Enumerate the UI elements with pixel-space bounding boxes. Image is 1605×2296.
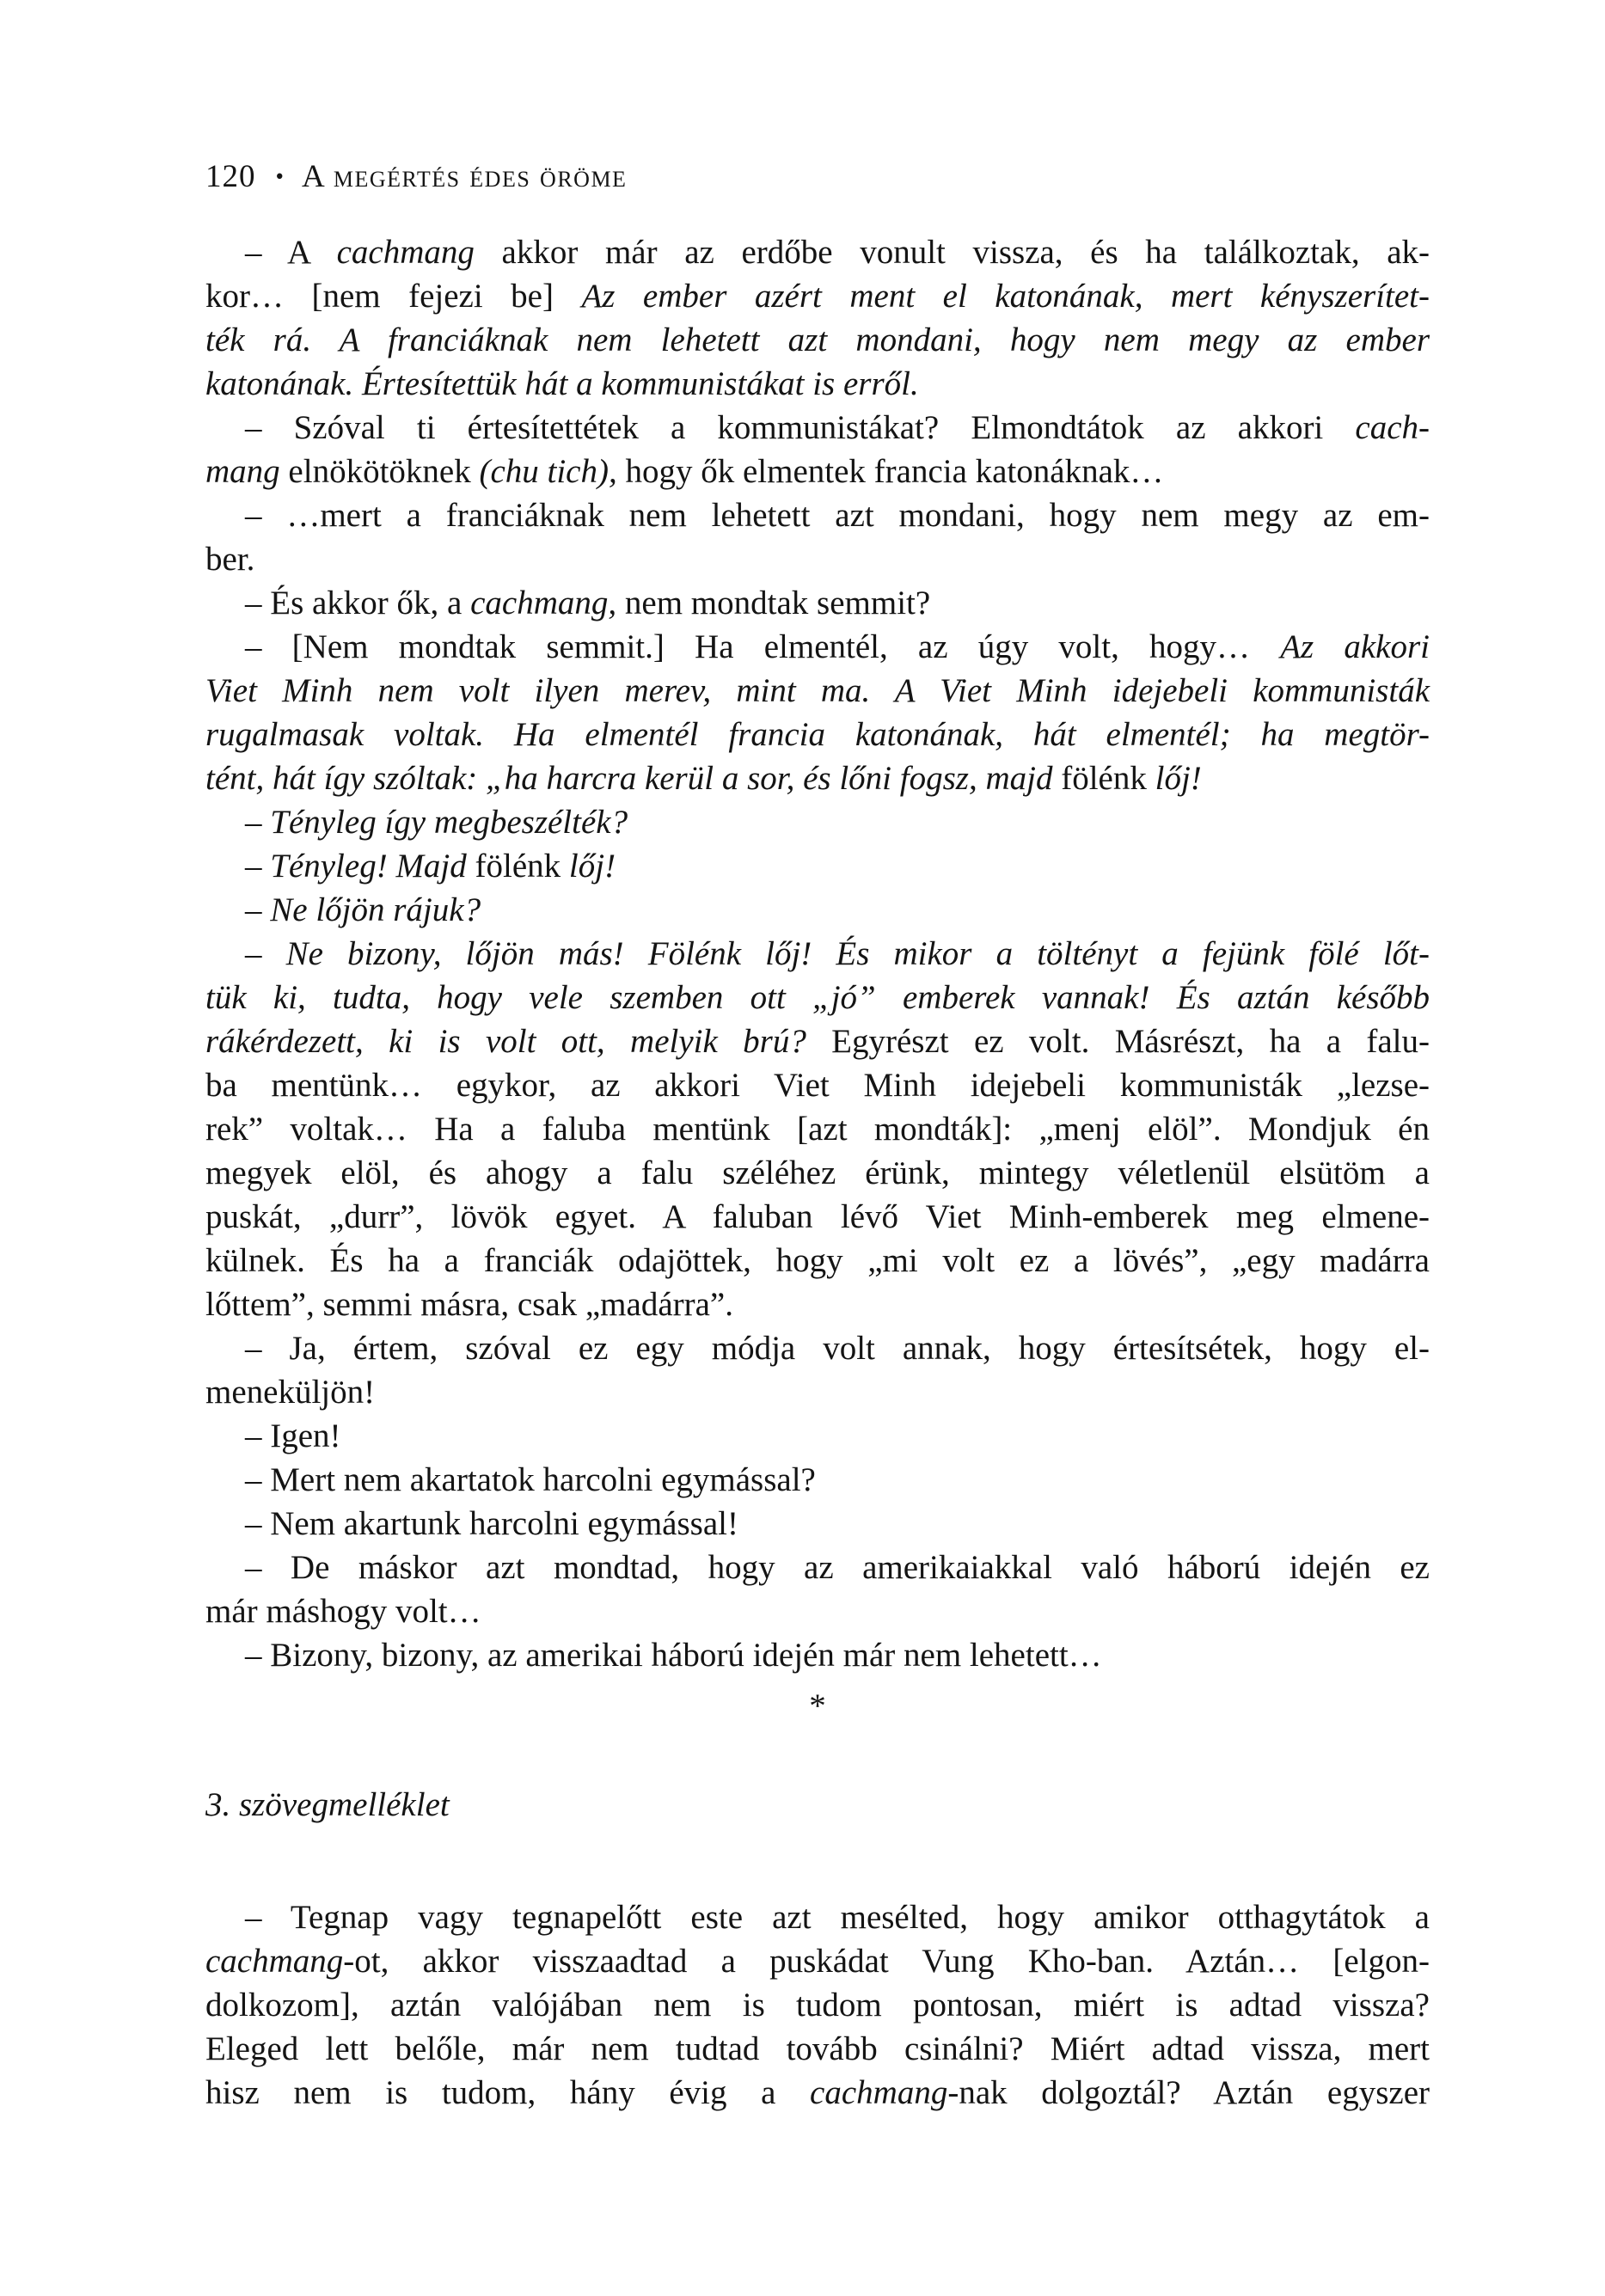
- text-line: [205, 713, 1430, 756]
- text-line: [205, 274, 1430, 318]
- text-run: cach-: [1355, 409, 1430, 446]
- text-run: ba mentünk… egykor, az akkori Viet Minh idejebeli kommunisták „lezse-: [205, 1067, 1430, 1104]
- text-run: – Tényleg! Majd: [245, 848, 475, 885]
- text-line: [205, 537, 1430, 581]
- dialogue-paragraph: [205, 1326, 1430, 1414]
- text-run: akkor már az erdőbe vonult vissza, és ha találkoztak, ak-: [474, 234, 1430, 271]
- text-run: kor… [nem fejezi be]: [205, 278, 582, 315]
- text-line: [205, 1151, 1430, 1195]
- text-line: [205, 844, 1430, 888]
- text-run: lőj!: [1155, 760, 1202, 797]
- text-run: – …mert a franciáknak nem lehetett azt mondani, hogy nem megy az em-: [245, 497, 1430, 534]
- text-run: – A: [245, 234, 337, 271]
- text-run: – Nem akartunk harcolni egymással!: [245, 1505, 738, 1542]
- text-run: cachmang: [205, 1943, 344, 1980]
- text-line: [205, 1939, 1430, 1983]
- dialogue-paragraph: [205, 800, 1430, 844]
- text-run: Viet Minh nem volt ilyen merev, mint ma. A Viet Minh idejebeli kommunisták: [205, 672, 1430, 709]
- text-line: [205, 1019, 1430, 1063]
- text-line: [205, 932, 1430, 976]
- dialogue-paragraph: [205, 1546, 1430, 1633]
- text-run: Az ember azért ment el katonának, mert kényszerítet-: [581, 278, 1430, 315]
- text-line: [205, 1589, 1430, 1633]
- text-run: meneküljön!: [205, 1374, 376, 1411]
- text-run: külnek. És ha a franciák odajöttek, hogy „mi volt ez a lövés”, „egy madárra: [205, 1242, 1430, 1279]
- text-run: megyek elöl, és ahogy a falu széléhez érünk, mintegy véletlenül elsütöm a: [205, 1154, 1430, 1191]
- text-run: cachmang,: [470, 585, 617, 621]
- text-line: [205, 1063, 1430, 1107]
- text-run: – És akkor ők, a: [245, 585, 471, 621]
- text-run: Egyrészt ez volt. Másrészt, ha a falu-: [831, 1023, 1430, 1060]
- text-line: [205, 669, 1430, 713]
- dialogue-paragraph: [205, 1414, 1430, 1458]
- text-line: [205, 1458, 1430, 1502]
- text-line: [205, 1239, 1430, 1283]
- text-line: [205, 450, 1430, 493]
- page-body: [205, 230, 1430, 2115]
- text-run: – Igen!: [245, 1417, 341, 1454]
- text-line: [205, 406, 1430, 450]
- text-run: katonának. Értesítettük hát a kommunistákat is erről.: [205, 365, 919, 402]
- text-run: – De máskor azt mondtad, hogy az amerikaiakkal való háború idején ez: [245, 1549, 1430, 1586]
- text-run: lőj!: [568, 848, 616, 885]
- text-line: [205, 2071, 1430, 2115]
- text-run: lőttem”, semmi másra, csak „madárra”.: [205, 1286, 733, 1323]
- text-line: [205, 1283, 1430, 1326]
- text-line: [205, 756, 1430, 800]
- text-run: fölénk: [1061, 760, 1155, 797]
- text-run: – Ne bizony, lőjön más! Fölénk lőj! És mikor a töltényt a fejünk fölé lőt-: [245, 935, 1430, 972]
- text-run: – [Nem mondtak semmit.] Ha elmentél, az úgy volt, hogy…: [245, 628, 1281, 665]
- text-line: [205, 318, 1430, 362]
- header-bullet-icon: •: [275, 163, 284, 189]
- text-line: [205, 625, 1430, 669]
- text-run: ber.: [205, 541, 255, 578]
- text-run: Eleged lett belőle, már nem tudtad tovább csinálni? Miért adtad vissza, mert: [205, 2030, 1430, 2067]
- text-run: fölénk: [475, 848, 569, 885]
- text-run: elnökötöknek: [279, 453, 480, 490]
- dialogue-paragraph: [205, 1458, 1430, 1502]
- text-run: (chu tich),: [479, 453, 617, 490]
- text-run: Az akkori: [1280, 628, 1430, 665]
- text-run: tük ki, tudta, hogy vele szemben ott „jó” emberek vannak! És aztán később: [205, 979, 1430, 1016]
- text-line: [205, 1895, 1430, 1939]
- dialogue-paragraph: [205, 493, 1430, 581]
- text-line: [205, 976, 1430, 1019]
- section-break-star: *: [809, 1687, 826, 1724]
- text-line: [205, 1502, 1430, 1546]
- dialogue-paragraph: [205, 888, 1430, 932]
- text-line: [205, 1983, 1430, 2027]
- dialogue-paragraph: [205, 1895, 1430, 2115]
- text-run: – Ne lőjön rájuk?: [245, 891, 481, 928]
- text-line: [205, 1326, 1430, 1370]
- dialogue-paragraph: [205, 625, 1430, 800]
- text-run: – Tényleg így megbeszélték?: [245, 804, 628, 841]
- text-run: hogy ők elmentek francia katonáknak…: [616, 453, 1164, 490]
- text-run: rákérdezett, ki is volt ott, melyik brú?: [205, 1023, 832, 1060]
- dialogue-paragraph: [205, 230, 1430, 406]
- text-run: – Ja, értem, szóval ez egy módja volt annak, hogy értesítsétek, hogy el-: [245, 1330, 1430, 1367]
- text-run: cachmang: [810, 2074, 948, 2111]
- text-run: rek” voltak… Ha a faluba mentünk [azt mondták]: „menj elöl”. Mondjuk én: [205, 1111, 1430, 1148]
- text-line: [205, 362, 1430, 406]
- text-run: – Szóval ti értesítettétek a kommunistákat? Elmondtátok az akkori: [245, 409, 1356, 446]
- text-line: [205, 581, 1430, 625]
- text-line: [205, 493, 1430, 537]
- text-run: -nak dolgoztál? Aztán egyszer: [947, 2074, 1430, 2111]
- text-run: tént, hát így szóltak: „ha harcra kerül a sor, és lőni fogsz, majd: [205, 760, 1062, 797]
- text-line: [205, 1633, 1430, 1677]
- page-number: 120: [205, 159, 256, 194]
- running-title: A megértés édes öröme: [301, 159, 628, 194]
- text-run: cachmang: [336, 234, 475, 271]
- text-line: [205, 888, 1430, 932]
- dialogue-paragraph: [205, 406, 1430, 493]
- text-run: nem mondtak semmit?: [616, 585, 931, 621]
- text-run: puskát, „durr”, lövök egyet. A faluban lévő Viet Minh-emberek meg elmene-: [205, 1198, 1430, 1235]
- text-line: [205, 1107, 1430, 1151]
- text-line: [205, 1370, 1430, 1414]
- dialogue-paragraph: [205, 1502, 1430, 1546]
- text-run: – Bizony, bizony, az amerikai háború idején már nem lehetett…: [245, 1637, 1102, 1674]
- text-run: ték rá. A franciáknak nem lehetett azt mondani, hogy nem megy az ember: [205, 321, 1430, 358]
- text-line: [205, 1546, 1430, 1589]
- text-run: hisz nem is tudom, hány évig a: [205, 2074, 811, 2111]
- text-line: [205, 1195, 1430, 1239]
- dialogue-paragraph: [205, 1633, 1430, 1677]
- text-run: mang: [205, 453, 280, 490]
- text-line: [205, 1414, 1430, 1458]
- text-run: – Mert nem akartatok harcolni egymással?: [245, 1461, 816, 1498]
- dialogue-paragraph: [205, 844, 1430, 888]
- section-heading: 3. szövegmelléklet: [205, 1786, 450, 1823]
- text-line: [205, 800, 1430, 844]
- text-line: [205, 2027, 1430, 2071]
- text-run: -ot, akkor visszaadtad a puskádat Vung Kho-ban. Aztán… [elgon-: [343, 1943, 1430, 1980]
- dialogue-paragraph: [205, 932, 1430, 1326]
- text-run: dolkozom], aztán valójában nem is tudom pontosan, miért is adtad vissza?: [205, 1987, 1430, 2024]
- text-line: [205, 230, 1430, 274]
- text-run: már máshogy volt…: [205, 1593, 481, 1630]
- running-header: [205, 160, 627, 196]
- text-run: rugalmasak voltak. Ha elmentél francia katonának, hát elmentél; ha megtör-: [205, 716, 1430, 753]
- dialogue-paragraph: [205, 581, 1430, 625]
- text-run: – Tegnap vagy tegnapelőtt este azt mesélted, hogy amikor otthagytátok a: [245, 1899, 1430, 1936]
